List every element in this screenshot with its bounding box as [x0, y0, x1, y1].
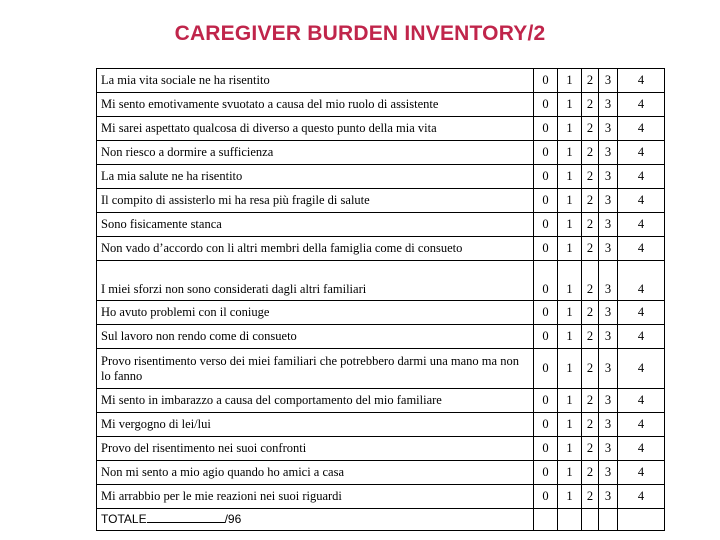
score-option-4[interactable]: 4: [618, 141, 665, 165]
item-text: Il compito di assisterlo mi ha resa più fragile di salute: [97, 189, 534, 213]
item-text: Non mi sento a mio agio quando ho amici a casa: [97, 461, 534, 485]
score-option-0[interactable]: 0: [534, 93, 558, 117]
item-row: [97, 165, 665, 189]
score-option-0[interactable]: 0: [534, 325, 558, 349]
score-option-2[interactable]: 2: [582, 485, 599, 509]
score-option-4[interactable]: 4: [618, 485, 665, 509]
score-option-1[interactable]: 1: [558, 237, 582, 261]
page-title: CAREGIVER BURDEN INVENTORY/2: [174, 22, 546, 45]
score-option-0[interactable]: 0: [534, 165, 558, 189]
score-option-3[interactable]: 3: [599, 261, 618, 301]
score-option-4[interactable]: 4: [618, 461, 665, 485]
score-option-2[interactable]: 2: [582, 237, 599, 261]
item-row: [97, 261, 665, 301]
score-option-4[interactable]: 4: [618, 117, 665, 141]
item-text: Mi vergogno di lei/lui: [97, 413, 534, 437]
score-option-1[interactable]: 1: [558, 261, 582, 301]
score-option-0[interactable]: 0: [534, 461, 558, 485]
score-option-3[interactable]: 3: [599, 69, 618, 93]
score-option-1[interactable]: 1: [558, 213, 582, 237]
score-option-0[interactable]: 0: [534, 213, 558, 237]
score-option-0[interactable]: 0: [534, 261, 558, 301]
item-text: Mi sento in imbarazzo a causa del comportamento del mio familiare: [97, 389, 534, 413]
score-option-2[interactable]: 2: [582, 349, 599, 389]
score-option-0[interactable]: 0: [534, 413, 558, 437]
total-empty-cell: [582, 509, 599, 531]
score-option-1[interactable]: 1: [558, 485, 582, 509]
score-option-4[interactable]: 4: [618, 93, 665, 117]
score-option-4[interactable]: 4: [618, 437, 665, 461]
score-option-1[interactable]: 1: [558, 69, 582, 93]
item-row: [97, 117, 665, 141]
score-option-1[interactable]: 1: [558, 349, 582, 389]
item-text: La mia vita sociale ne ha risentito: [97, 69, 534, 93]
score-option-2[interactable]: 2: [582, 437, 599, 461]
item-text: I miei sforzi non sono considerati dagli altri familiari: [97, 261, 534, 301]
score-option-3[interactable]: 3: [599, 165, 618, 189]
total-blank-line[interactable]: [147, 512, 225, 523]
item-text: Sul lavoro non rendo come di consueto: [97, 325, 534, 349]
score-option-1[interactable]: 1: [558, 389, 582, 413]
score-option-1[interactable]: 1: [558, 189, 582, 213]
item-row: [97, 389, 665, 413]
score-option-3[interactable]: 3: [599, 485, 618, 509]
item-row: [97, 413, 665, 437]
total-row: [97, 509, 665, 531]
score-option-0[interactable]: 0: [534, 237, 558, 261]
item-text: Non vado d’accordo con li altri membri della famiglia come di consueto: [97, 237, 534, 261]
score-option-1[interactable]: 1: [558, 93, 582, 117]
score-option-0[interactable]: 0: [534, 69, 558, 93]
item-text: Provo del risentimento nei suoi confronti: [97, 437, 534, 461]
item-text: Non riesco a dormire a sufficienza: [97, 141, 534, 165]
item-text: Mi sarei aspettato qualcosa di diverso a questo punto della mia vita: [97, 117, 534, 141]
score-option-3[interactable]: 3: [599, 141, 618, 165]
score-option-4[interactable]: 4: [618, 349, 665, 389]
score-option-2[interactable]: 2: [582, 189, 599, 213]
score-option-2[interactable]: 2: [582, 141, 599, 165]
item-text: Ho avuto problemi con il coniuge: [97, 301, 534, 325]
score-option-4[interactable]: 4: [618, 69, 665, 93]
score-option-4[interactable]: 4: [618, 301, 665, 325]
score-option-2[interactable]: 2: [582, 389, 599, 413]
total-cell: [97, 509, 534, 531]
score-option-2[interactable]: 2: [582, 165, 599, 189]
item-row: [97, 301, 665, 325]
score-option-3[interactable]: 3: [599, 461, 618, 485]
score-option-2[interactable]: 2: [582, 325, 599, 349]
item-text: La mia salute ne ha risentito: [97, 165, 534, 189]
item-row: [97, 189, 665, 213]
score-option-1[interactable]: 1: [558, 437, 582, 461]
score-option-4[interactable]: 4: [618, 389, 665, 413]
total-empty-cell: [534, 509, 558, 531]
score-option-4[interactable]: 4: [618, 165, 665, 189]
score-option-4[interactable]: 4: [618, 237, 665, 261]
score-option-1[interactable]: 1: [558, 117, 582, 141]
score-option-0[interactable]: 0: [534, 485, 558, 509]
score-option-4[interactable]: 4: [618, 213, 665, 237]
score-option-0[interactable]: 0: [534, 189, 558, 213]
item-row: [97, 325, 665, 349]
item-text: Provo risentimento verso dei miei familiari che potrebbero darmi una mano ma non lo fanno: [97, 349, 534, 389]
item-row: [97, 93, 665, 117]
score-option-2[interactable]: 2: [582, 461, 599, 485]
item-row: [97, 349, 665, 389]
score-option-3[interactable]: 3: [599, 325, 618, 349]
score-option-4[interactable]: 4: [618, 189, 665, 213]
score-option-2[interactable]: 2: [582, 261, 599, 301]
score-option-2[interactable]: 2: [582, 93, 599, 117]
score-option-3[interactable]: 3: [599, 389, 618, 413]
score-option-3[interactable]: 3: [599, 301, 618, 325]
item-row: [97, 485, 665, 509]
score-option-3[interactable]: 3: [599, 213, 618, 237]
score-option-3[interactable]: 3: [599, 237, 618, 261]
score-option-3[interactable]: 3: [599, 117, 618, 141]
score-option-3[interactable]: 3: [599, 413, 618, 437]
burden-inventory-table: [96, 68, 665, 531]
score-option-3[interactable]: 3: [599, 93, 618, 117]
score-option-0[interactable]: 0: [534, 389, 558, 413]
score-option-1[interactable]: 1: [558, 325, 582, 349]
score-option-4[interactable]: 4: [618, 261, 665, 301]
score-option-0[interactable]: 0: [534, 117, 558, 141]
score-option-2[interactable]: 2: [582, 413, 599, 437]
total-empty-cell: [599, 509, 618, 531]
score-option-4[interactable]: 4: [618, 413, 665, 437]
item-row: [97, 437, 665, 461]
total-empty-cell: [618, 509, 665, 531]
score-option-3[interactable]: 3: [599, 189, 618, 213]
score-option-1[interactable]: 1: [558, 413, 582, 437]
item-row: [97, 141, 665, 165]
score-option-0[interactable]: 0: [534, 349, 558, 389]
score-option-0[interactable]: 0: [534, 141, 558, 165]
score-option-2[interactable]: 2: [582, 69, 599, 93]
item-row: [97, 461, 665, 485]
total-suffix: /96: [224, 512, 242, 526]
score-option-1[interactable]: 1: [558, 141, 582, 165]
score-option-3[interactable]: 3: [599, 437, 618, 461]
item-row: [97, 213, 665, 237]
item-text: Sono fisicamente stanca: [97, 213, 534, 237]
score-option-0[interactable]: 0: [534, 437, 558, 461]
total-empty-cell: [558, 509, 582, 531]
score-option-1[interactable]: 1: [558, 461, 582, 485]
score-option-1[interactable]: 1: [558, 165, 582, 189]
item-text: Mi sento emotivamente svuotato a causa del mio ruolo di assistente: [97, 93, 534, 117]
score-option-3[interactable]: 3: [599, 349, 618, 389]
score-option-0[interactable]: 0: [534, 301, 558, 325]
item-row: [97, 237, 665, 261]
item-text: Mi arrabbio per le mie reazioni nei suoi riguardi: [97, 485, 534, 509]
score-option-2[interactable]: 2: [582, 213, 599, 237]
score-option-2[interactable]: 2: [582, 301, 599, 325]
score-option-2[interactable]: 2: [582, 117, 599, 141]
total-label: TOTALE: [101, 512, 147, 526]
score-option-4[interactable]: 4: [618, 325, 665, 349]
item-row: [97, 69, 665, 93]
score-option-1[interactable]: 1: [558, 301, 582, 325]
